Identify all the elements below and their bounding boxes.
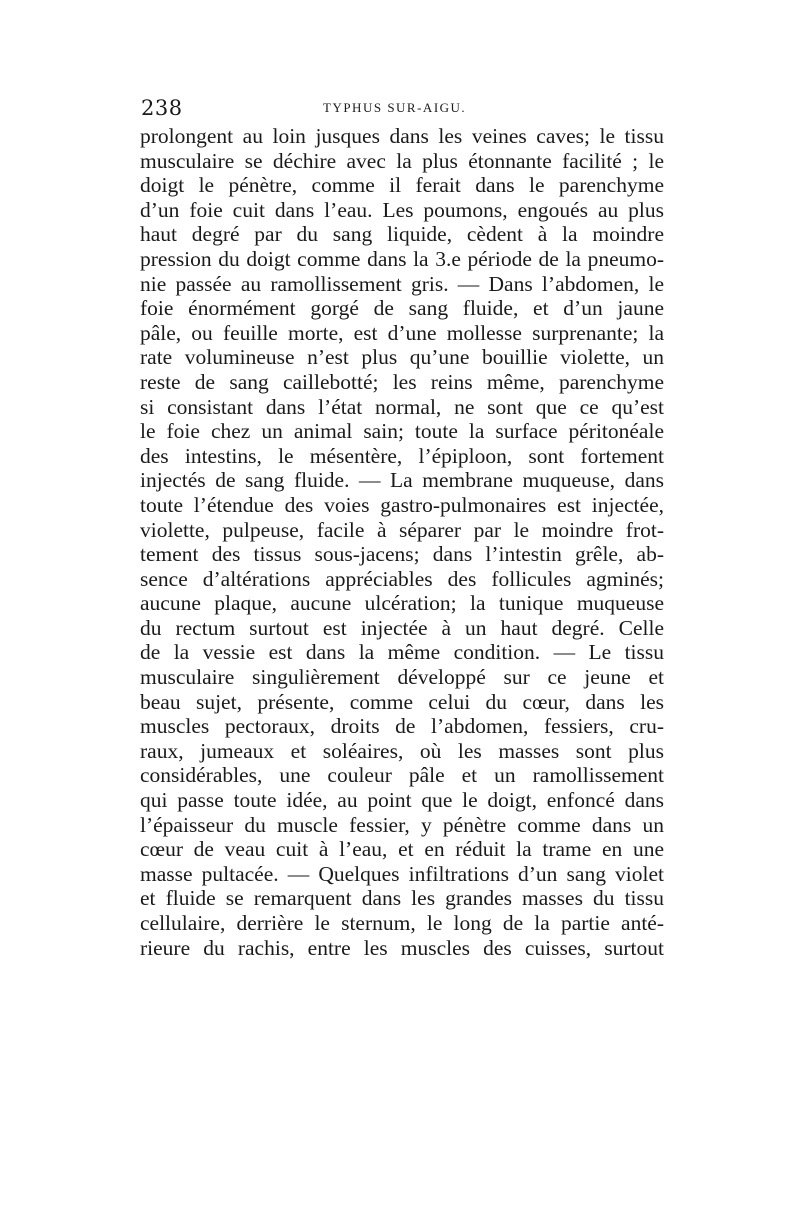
text-line: sence d’altérations appréciables des follicules agminés; [140,566,664,591]
text-line: aucune plaque, aucune ulcération; la tunique muqueuse [140,591,664,616]
text-line: prolongent au loin jusques dans les veines caves; le tissu [140,124,664,148]
text-line: raux, jumeaux et soléaires, où les masses sont plus [140,738,664,763]
running-head: TYPHUS SUR-AIGU. [323,100,467,115]
page-number: 238 [141,96,183,120]
text-line: le foie chez un animal sain; toute la surface péritonéale [140,419,664,444]
text-line: toute l’étendue des voies gastro-pulmonaires est injectée, [140,492,664,517]
text-line: l’épaisseur du muscle fessier, y pénètre comme dans un [140,812,664,837]
text-line: pression du doigt comme dans la 3.e période de la pneumo- [140,246,664,271]
page-header [141,96,661,122]
text-line: cellulaire, derrière le sternum, le long de la partie anté- [140,911,664,935]
text-line: pâle, ou feuille morte, est d’une mollesse surprenante; la [140,320,664,345]
text-line: et fluide se remarquent dans les grandes masses du tissu [140,886,664,911]
text-line: foie énormément gorgé de sang fluide, et d’un jaune [140,296,664,321]
text-line: de la vessie est dans la même condition. — Le tissu [140,640,664,665]
text-line: violette, pulpeuse, facile à séparer par le moindre frot- [140,517,664,542]
text-line: rieure du rachis, entre les muscles des cuisses, surtout [140,935,664,960]
text-line: beau sujet, présente, comme celui du cœur, dans les [140,689,664,714]
text-line: des intestins, le mésentère, l’épiploon, sont fortement [140,443,664,468]
text-line: d’un foie cuit dans l’eau. Les poumons, engoués au plus [140,197,664,222]
text-line: considérables, une couleur pâle et un ramollissement [140,763,664,788]
text-line: qui passe toute idée, au point que le doigt, enfoncé dans [140,788,664,813]
text-line: rate volumineuse n’est plus qu’une bouillie violette, un [140,345,664,370]
text-line: haut degré par du sang liquide, cèdent à la moindre [140,222,664,247]
text-line: si consistant dans l’état normal, ne sont que ce qu’est [140,394,664,419]
text-line: musculaire singulièrement développé sur ce jeune et [140,665,664,690]
text-line: cœur de veau cuit à l’eau, et en réduit la trame en une [140,837,664,862]
text-line: tement des tissus sous-jacens; dans l’intestin grêle, ab- [140,542,664,567]
body-text [140,124,664,960]
text-line: du rectum surtout est injectée à un haut degré. Celle [140,615,664,640]
text-line: masse pultacée. — Quelques infiltrations d’un sang violet [140,861,664,886]
text-line: doigt le pénètre, comme il ferait dans le parenchyme [140,173,664,198]
text-line: injectés de sang fluide. — La membrane muqueuse, dans [140,468,664,493]
text-line: muscles pectoraux, droits de l’abdomen, fessiers, cru- [140,714,664,739]
text-line: reste de sang caillebotté; les reins même, parenchyme [140,369,664,394]
text-line: musculaire se déchire avec la plus étonnante facilité ; le [140,148,664,173]
text-line: nie passée au ramollissement gris. — Dans l’abdomen, le [140,271,664,296]
